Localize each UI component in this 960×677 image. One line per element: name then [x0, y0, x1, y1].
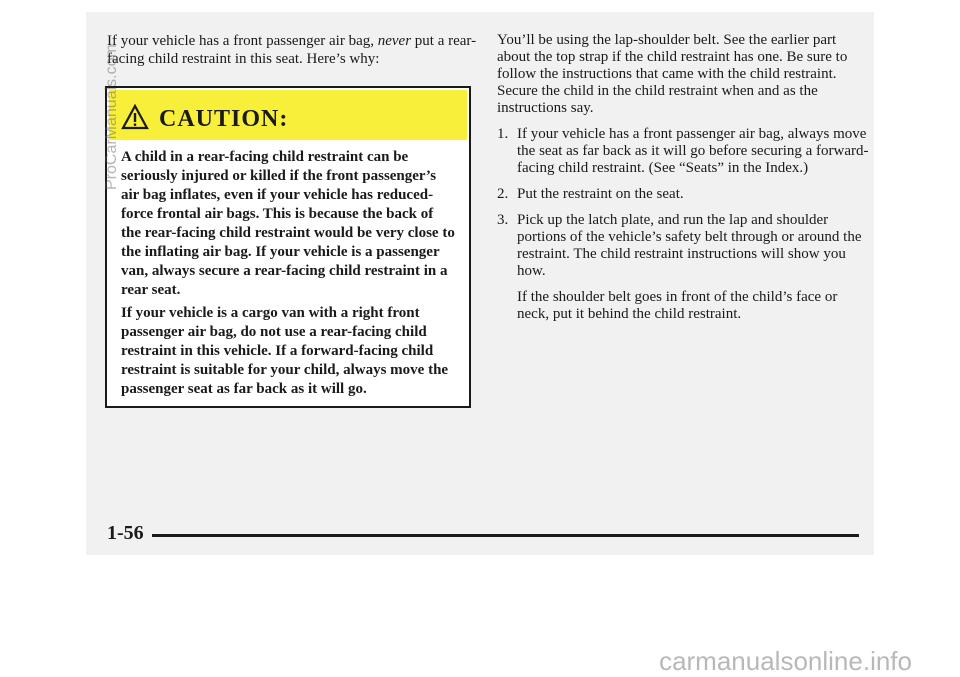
list-item: 1. If your vehicle has a front passenger air bag, always move the seat as far back as it will go before securing a forward-facing child restraint. (See “Seats” in the Index.) — [497, 126, 869, 176]
caution-body — [121, 148, 455, 403]
list-item: 2. Put the restraint on the seat. — [497, 186, 684, 202]
caution-box — [105, 86, 471, 408]
caution-paragraph: If your vehicle is a cargo van with a right front passenger air bag, do not use a rear-facing child restraint in this vehicle. If a forward-facing child restraint is suitable for your child, always move the passenger seat as far back as it will go. — [121, 305, 449, 397]
steps-list — [497, 126, 872, 280]
page-number: 1-56 — [107, 522, 144, 544]
footer-rule — [152, 534, 859, 537]
warning-triangle-icon — [121, 104, 149, 135]
right-column — [497, 32, 872, 323]
bottom-watermark: carmanualsonline.info — [659, 646, 912, 676]
caution-paragraph: A child in a rear-facing child restraint can be seriously injured or killed if the front passenger’s air bag inflates, even if your vehicle has reduced-force frontal air bags. This is because the back of the rear-facing child restraint would be very close to the inflating air bag. If your vehicle is a passenger van, always secure a rear-facing child restraint in a rear seat. — [121, 149, 455, 298]
side-watermark: ProCarManuals.com — [103, 44, 120, 190]
left-intro: If your vehicle has a front passenger air bag, never put a rear-facing child restraint in this seat. Here’s why: — [107, 33, 477, 67]
right-intro: You’ll be using the lap-shoulder belt. See the earlier part about the top strap if the child restraint has one. Be sure to follow the instructions that came with the child restraint. Secure the child in the child restraint when and as the instructions say. — [497, 32, 848, 116]
left-column — [107, 32, 477, 68]
caution-header-band — [109, 90, 467, 140]
followup-note: If the shoulder belt goes in front of the child’s face or neck, put it behind the child restraint. — [517, 289, 838, 322]
emphasis-never: never — [377, 33, 412, 49]
list-item: 3. Pick up the latch plate, and run the lap and shoulder portions of the vehicle’s safety belt through or around the restraint. The child restraint instructions will show you how. — [497, 212, 862, 279]
page-footer — [107, 522, 859, 545]
caution-title: CAUTION: — [159, 106, 289, 132]
